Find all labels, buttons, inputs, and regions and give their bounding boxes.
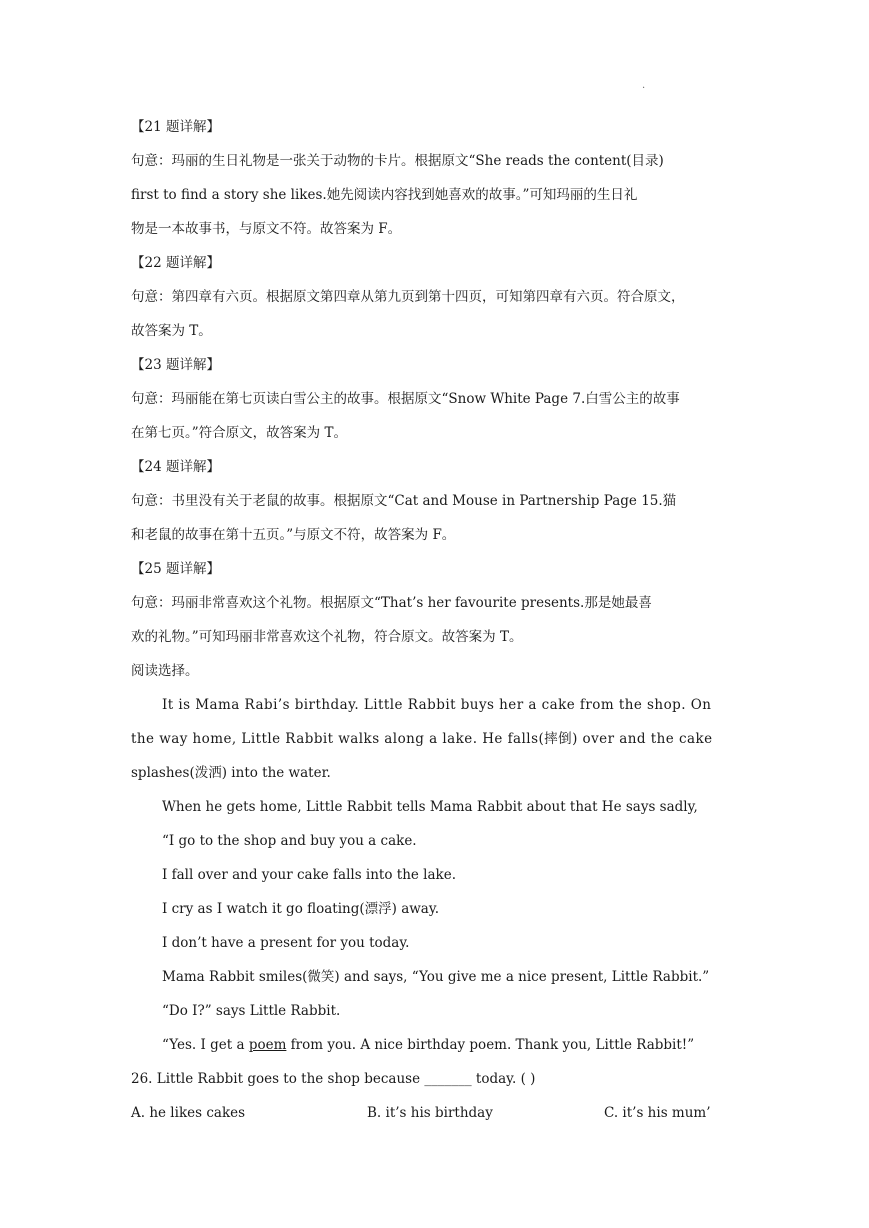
underlined-word: poem	[248, 1037, 287, 1053]
explanation-heading: 【24 题详解】	[131, 459, 220, 475]
poem-line: “I go to the shop and buy you a cake.	[162, 833, 417, 849]
poem-line: I fall over and your cake falls into the lake.	[162, 867, 457, 883]
explanation-line: 句意：玛丽能在第七页读白雪公主的故事。根据原文“Snow White Page 7.白雪公主的故事	[131, 391, 680, 407]
passage-line	[131, 1028, 737, 1062]
explanation-line: 和老鼠的故事在第十五页。”与原文不符，故答案为 F。	[131, 527, 456, 543]
option-c: C. it’s his mum’	[604, 1105, 711, 1121]
passage-line: Mama Rabbit smiles(微笑) and says, “You give me a nice present, Little Rabbit.”	[162, 969, 710, 985]
explanation-23	[131, 348, 737, 450]
explanation-heading: 【25 题详解】	[131, 561, 220, 577]
passage-line: splashes(泼洒) into the water.	[131, 765, 331, 781]
explanation-line: first to find a story she likes.她先阅读内容找到她喜欢的故事。”可知玛丽的生日礼	[131, 187, 638, 203]
poem-line: I cry as I watch it go floating(漂浮) away.	[162, 901, 439, 917]
passage-text: from you. A nice birthday poem. Thank you, Little Rabbit!”	[286, 1037, 695, 1053]
explanation-line: 句意：玛丽非常喜欢这个礼物。根据原文“That’s her favourite presents.那是她最喜	[131, 595, 652, 611]
explanation-heading: 【23 题详解】	[131, 357, 220, 373]
explanation-22	[131, 246, 737, 348]
option-b: B. it’s his birthday	[367, 1105, 493, 1121]
section-title: 阅读选择。	[131, 663, 199, 679]
explanation-heading: 【21 题详解】	[131, 119, 220, 135]
passage-text: “Yes. I get a	[162, 1037, 249, 1053]
explanation-line: 句意：第四章有六页。根据原文第四章从第九页到第十四页，可知第四章有六页。符合原文，	[131, 289, 685, 305]
page-mark: .	[642, 80, 646, 91]
explanation-line: 句意：书里没有关于老鼠的故事。根据原文“Cat and Mouse in Partnership Page 15.猫	[131, 493, 677, 509]
question-26: 26. Little Rabbit goes to the shop because _______ today. ( )	[131, 1071, 536, 1087]
document-body	[131, 110, 737, 1130]
explanation-21	[131, 110, 737, 246]
explanation-line: 故答案为 T。	[131, 323, 212, 339]
explanation-line: 在第七页。”符合原文，故答案为 T。	[131, 425, 347, 441]
passage-line: When he gets home, Little Rabbit tells Mama Rabbit about that He says sadly,	[162, 799, 698, 815]
explanation-heading: 【22 题详解】	[131, 255, 220, 271]
explanation-24	[131, 450, 737, 552]
option-a: A. he likes cakes	[131, 1105, 246, 1121]
explanation-25	[131, 552, 737, 654]
passage-line: It is Mama Rabi’s birthday. Little Rabbit buys her a cake from the shop. On	[162, 697, 712, 713]
passage-line: the way home, Little Rabbit walks along a lake. He falls(摔倒) over and the cake	[131, 731, 713, 747]
explanation-line: 欢的礼物。”可知玛丽非常喜欢这个礼物，符合原文。故答案为 T。	[131, 629, 523, 645]
answer-options	[131, 1096, 737, 1130]
explanation-line: 物是一本故事书，与原文不符。故答案为 F。	[131, 221, 402, 237]
explanation-line: 句意：玛丽的生日礼物是一张关于动物的卡片。根据原文“She reads the content(目录)	[131, 153, 664, 169]
poem-line: I don’t have a present for you today.	[162, 935, 410, 951]
passage-line: “Do I?” says Little Rabbit.	[162, 1003, 341, 1019]
reading-passage	[131, 688, 737, 1062]
